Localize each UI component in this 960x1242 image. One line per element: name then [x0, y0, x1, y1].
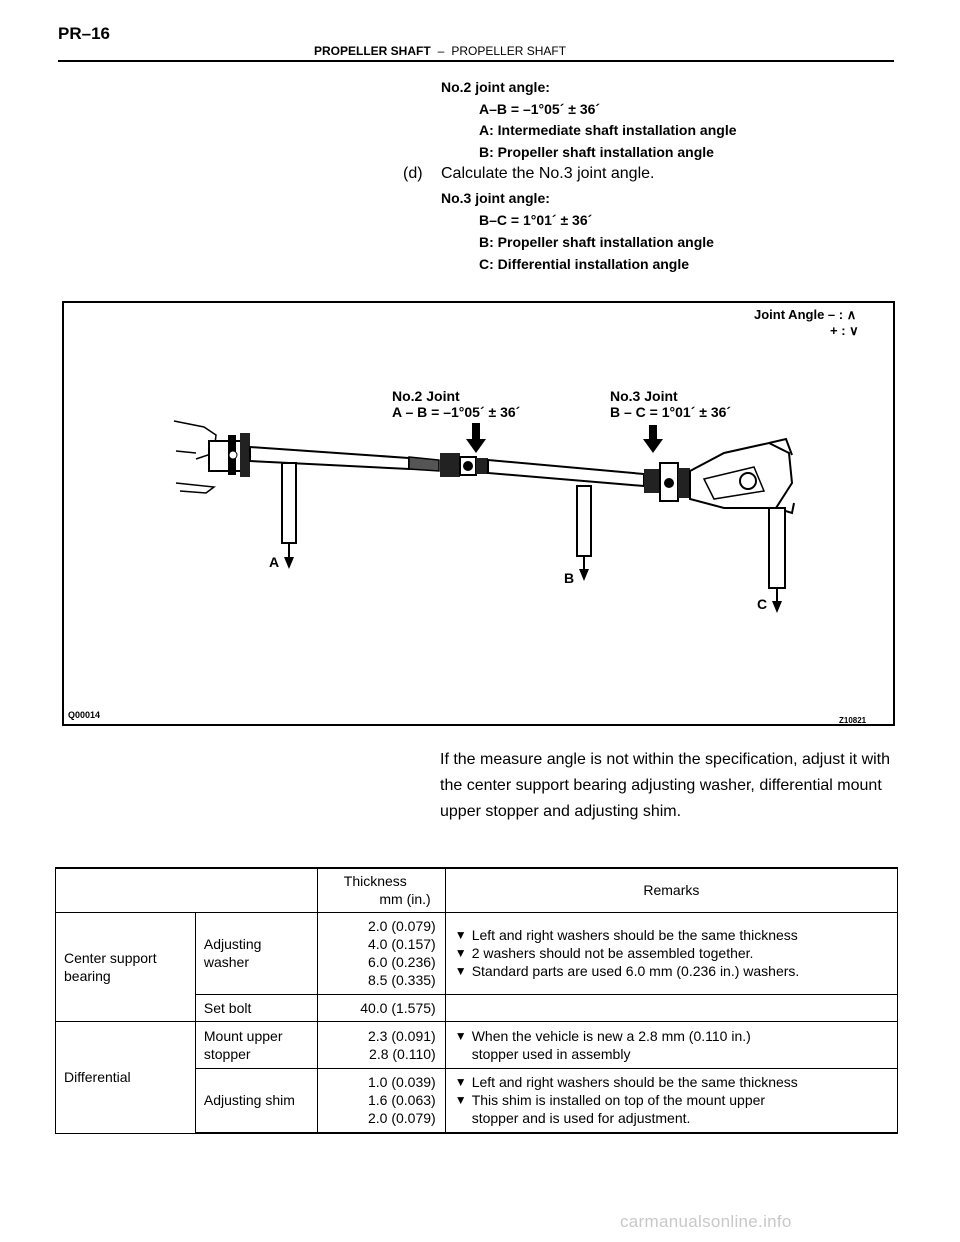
remark-item: ▼ 2 washers should not be assembled together. — [454, 944, 889, 962]
stopper-values — [317, 1021, 445, 1068]
table-header-thickness — [317, 868, 445, 912]
stopper-value: 2.3 (0.091) — [367, 1027, 436, 1044]
step-text: Calculate the No.3 joint angle. — [441, 165, 655, 182]
set-bolt-remarks — [445, 994, 897, 1021]
gauge-c-label: C — [757, 596, 768, 612]
no3-joint-label: No.3 Joint — [610, 388, 678, 404]
no2-joint-label: No.2 Joint — [392, 388, 460, 404]
intermediate-shaft — [250, 447, 439, 471]
figure-code-left: Q00014 — [68, 710, 101, 720]
shim-value: 1.0 (0.039) — [367, 1074, 436, 1091]
thickness-unit: mm (in.) — [379, 891, 431, 908]
shim-values — [317, 1068, 445, 1133]
remark-continuation: stopper used in assembly — [471, 1045, 631, 1062]
legend-plus: + : ∨ — [830, 323, 859, 338]
washer-remarks — [445, 912, 897, 994]
gauge-a-label: A — [269, 554, 280, 570]
no2-joint-title: No.2 joint angle: — [441, 79, 550, 95]
gauge-a — [269, 463, 296, 570]
table-row — [56, 1021, 898, 1068]
remark-item: ▼ Standard parts are used 6.0 mm (0.236 in.) washers. — [454, 962, 889, 980]
gauge-b-label: B — [564, 570, 575, 586]
stopper-value: 2.8 (0.110) — [369, 1045, 436, 1062]
subsection-title: PROPELLER SHAFT — [451, 44, 567, 58]
header-rule — [58, 60, 894, 62]
row-adjusting-shim: Adjusting shim — [195, 1068, 317, 1133]
remark-item: ▼ This shim is installed on top of the mount upper — [454, 1091, 889, 1109]
no2-joint-fig-formula: A – B = –1°05´ ± 36´ — [392, 404, 521, 420]
no3-joint-def-b: B: Propeller shaft installation angle — [479, 234, 714, 250]
propeller-shaft — [488, 460, 644, 486]
section-title: PROPELLER SHAFT — [314, 44, 431, 58]
figure-code-right: Z10821 — [839, 716, 867, 724]
gauge-c — [757, 508, 785, 613]
adjustment-note: If the measure angle is not within the specification, adjust it with the center support bearing adjusting washer, differential mount upper stopper and adjusting shim. — [440, 751, 891, 820]
no2-joint-arrow-icon — [466, 423, 486, 453]
legend-minus: Joint Angle – : ∧ — [754, 307, 857, 322]
section-separator: – — [437, 44, 445, 58]
remark-item: ▼ Left and right washers should be the same thickness — [454, 926, 889, 944]
no3-joint-def-c: C: Differential installation angle — [479, 256, 690, 272]
step-letter: (d) — [403, 165, 423, 182]
adjustment-parts-table — [55, 867, 898, 1134]
differential — [690, 439, 794, 513]
propeller-shaft-figure — [62, 301, 895, 726]
washer-values — [317, 912, 445, 994]
shim-value: 1.6 (0.063) — [367, 1092, 436, 1109]
row-center-support-bearing: Center support bearing — [56, 912, 196, 1021]
shim-remarks — [445, 1068, 897, 1133]
table-header-row — [56, 868, 898, 912]
remark-continuation: stopper and is used for adjustment. — [471, 1110, 691, 1127]
washer-value: 6.0 (0.236) — [367, 954, 436, 970]
set-bolt-value: 40.0 (1.575) — [317, 994, 445, 1021]
table-header-blank — [56, 868, 318, 912]
stopper-remarks — [445, 1021, 897, 1068]
gauge-b — [564, 486, 591, 586]
no2-joint-def-b: B: Propeller shaft installation angle — [479, 144, 714, 160]
row-adjusting-washer: Adjusting washer — [195, 912, 317, 994]
no2-joint — [440, 453, 488, 477]
table-header-remarks: Remarks — [445, 868, 897, 912]
washer-value: 2.0 (0.079) — [367, 918, 436, 934]
remark-item: ▼ When the vehicle is new a 2.8 mm (0.110 in.) — [454, 1027, 889, 1045]
section-header — [314, 44, 566, 58]
no3-joint-formula: B–C = 1°01´ ± 36´ — [479, 212, 593, 228]
row-set-bolt: Set bolt — [195, 994, 317, 1021]
no3-joint-arrow-icon — [643, 425, 663, 453]
no3-joint-fig-formula: B – C = 1°01´ ± 36´ — [610, 404, 732, 420]
no2-joint-formula: A–B = –1°05´ ± 36´ — [479, 101, 601, 117]
thickness-label: Thickness — [343, 873, 407, 890]
table-row — [56, 912, 898, 994]
propeller-shaft-drawing — [64, 303, 893, 724]
washer-value: 4.0 (0.157) — [367, 936, 436, 952]
no3-joint — [644, 463, 690, 501]
no2-joint-def-a: A: Intermediate shaft installation angle — [479, 122, 737, 138]
no3-joint-title: No.3 joint angle: — [441, 190, 550, 206]
washer-value: 8.5 (0.335) — [367, 972, 436, 988]
watermark: carmanualsonline.info — [620, 1212, 792, 1231]
remark-item: ▼ Left and right washers should be the same thickness — [454, 1073, 889, 1091]
page-number: PR–16 — [58, 24, 110, 43]
shim-value: 2.0 (0.079) — [367, 1110, 436, 1127]
row-mount-upper-stopper: Mount upper stopper — [195, 1021, 317, 1068]
row-differential: Differential — [56, 1021, 196, 1133]
